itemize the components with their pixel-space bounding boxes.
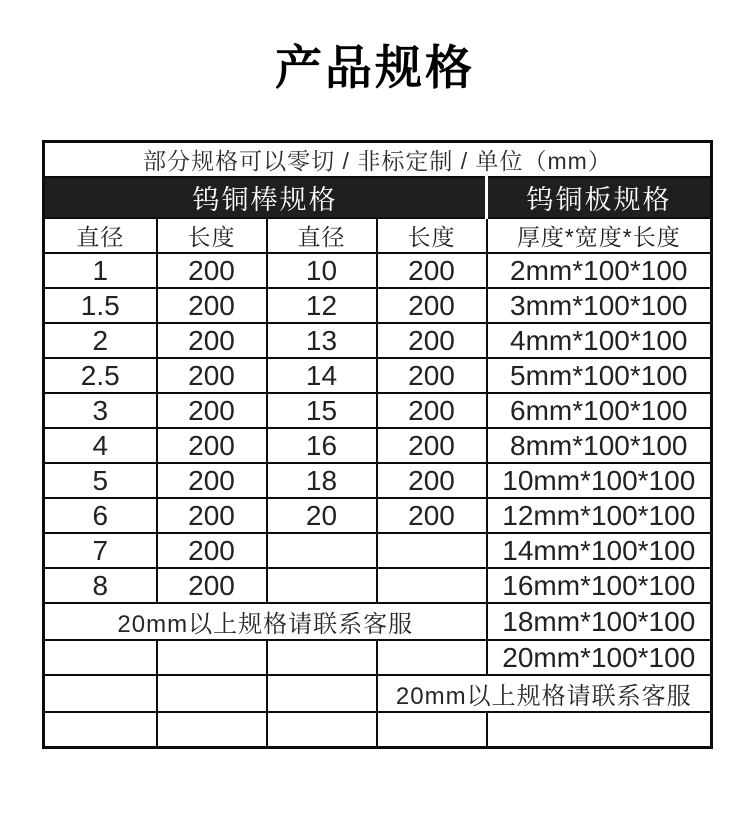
table-row: [44, 498, 712, 533]
table-cell: 4mm*100*100: [487, 323, 712, 358]
table-cell-empty: [44, 675, 157, 712]
table-row: [44, 428, 712, 463]
table-cell: 200: [157, 393, 267, 428]
page-title: 产品规格: [275, 41, 475, 94]
table-cell: 200: [377, 463, 487, 498]
table-cell: 5: [44, 463, 157, 498]
table-cell: 14mm*100*100: [487, 533, 712, 568]
table-cell-empty: [157, 640, 267, 675]
table-cell: 20mm以上规格请联系客服: [44, 603, 487, 640]
table-cell: 10mm*100*100: [487, 463, 712, 498]
table-row: [44, 533, 712, 568]
table-cell: 4: [44, 428, 157, 463]
table-cell: 10: [267, 253, 377, 288]
table-cell: 200: [377, 358, 487, 393]
table-cell: 200: [157, 428, 267, 463]
table-cell: 8: [44, 568, 157, 603]
table-cell: 1: [44, 253, 157, 288]
column-header-plate-size: 厚度*宽度*长度: [487, 218, 712, 253]
table-cell: 200: [377, 288, 487, 323]
table-cell: 200: [157, 323, 267, 358]
table-cell: 1.5: [44, 288, 157, 323]
table-cell: 2.5: [44, 358, 157, 393]
table-cell: 8mm*100*100: [487, 428, 712, 463]
table-row: [44, 675, 712, 712]
table-cell: 200: [377, 253, 487, 288]
table-cell-empty: [377, 712, 487, 748]
table-row: [44, 253, 712, 288]
table-cell-empty: [377, 533, 487, 568]
table-cell: 14: [267, 358, 377, 393]
table-cell: 18: [267, 463, 377, 498]
table-cell: 200: [157, 498, 267, 533]
table-cell: 200: [157, 463, 267, 498]
table-cell: 16: [267, 428, 377, 463]
table-row: [44, 463, 712, 498]
table-cell: 200: [157, 253, 267, 288]
table-cell: 6: [44, 498, 157, 533]
table-cell: 13: [267, 323, 377, 358]
table-cell: 16mm*100*100: [487, 568, 712, 603]
table-cell: 200: [377, 498, 487, 533]
table-cell: 3mm*100*100: [487, 288, 712, 323]
table-cell-empty: [157, 675, 267, 712]
section-header-rod: 钨铜棒规格: [44, 177, 487, 218]
table-cell-empty: [267, 533, 377, 568]
table-cell-empty: [44, 640, 157, 675]
column-header-rod-diameter-1: 直径: [44, 218, 157, 253]
table-cell-empty: [267, 568, 377, 603]
table-cell: 200: [377, 323, 487, 358]
table-cell-empty: [487, 712, 712, 748]
table-cell: 7: [44, 533, 157, 568]
table-cell: 200: [157, 358, 267, 393]
table-cell: 200: [157, 568, 267, 603]
table-cell: 3: [44, 393, 157, 428]
table-cell: 2mm*100*100: [487, 253, 712, 288]
table-cell: 6mm*100*100: [487, 393, 712, 428]
table-row: [44, 603, 712, 640]
table-row: [44, 568, 712, 603]
table-row: [44, 712, 712, 748]
table-row: [44, 323, 712, 358]
table-row: [44, 640, 712, 675]
column-header-rod-length-2: 长度: [377, 218, 487, 253]
column-header-row: [44, 218, 712, 253]
column-header-rod-diameter-2: 直径: [267, 218, 377, 253]
table-cell: 2: [44, 323, 157, 358]
notice-text: 部分规格可以零切 / 非标定制 / 单位（mm）: [44, 142, 712, 178]
section-header-row: [44, 177, 712, 218]
column-header-rod-length-1: 长度: [157, 218, 267, 253]
section-header-plate: 钨铜板规格: [487, 177, 712, 218]
table-cell-empty: [44, 712, 157, 748]
table-cell: 20mm以上规格请联系客服: [377, 675, 712, 712]
spec-table-body: [44, 253, 712, 748]
table-cell-empty: [267, 640, 377, 675]
table-cell: 15: [267, 393, 377, 428]
table-cell: 12mm*100*100: [487, 498, 712, 533]
table-cell: 20: [267, 498, 377, 533]
table-cell: 20mm*100*100: [487, 640, 712, 675]
table-cell: 5mm*100*100: [487, 358, 712, 393]
table-cell: 18mm*100*100: [487, 603, 712, 640]
table-cell-empty: [377, 640, 487, 675]
table-cell: 200: [377, 393, 487, 428]
table-row: [44, 288, 712, 323]
table-row: [44, 358, 712, 393]
table-cell-empty: [267, 712, 377, 748]
spec-table: [42, 140, 713, 749]
table-row: [44, 393, 712, 428]
table-cell-empty: [377, 568, 487, 603]
table-cell: 12: [267, 288, 377, 323]
table-cell-empty: [267, 675, 377, 712]
table-cell: 200: [157, 533, 267, 568]
table-cell: 200: [377, 428, 487, 463]
notice-row: [44, 142, 712, 178]
table-cell: 200: [157, 288, 267, 323]
table-cell-empty: [157, 712, 267, 748]
